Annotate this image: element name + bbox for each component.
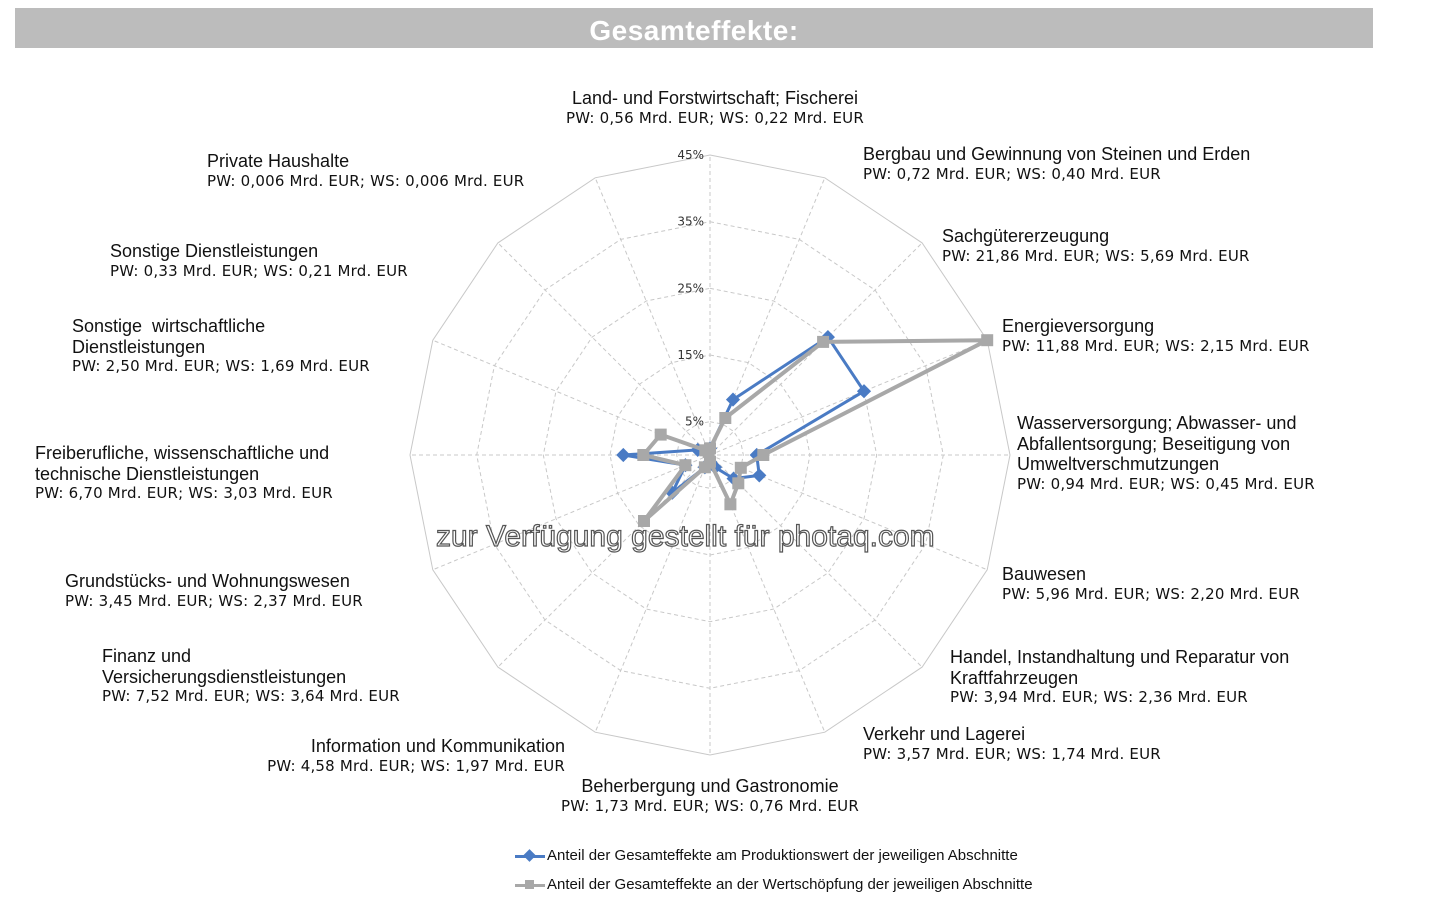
category-label-sonstige-wirtschaftliche: Sonstige wirtschaftliche Dienstleistungen PW: 2,50 Mrd. EUR; WS: 1,69 Mrd. EUR	[72, 316, 370, 376]
category-label-verkehr: Verkehr und Lagerei PW: 3,57 Mrd. EUR; WS: 1,74 Mrd. EUR	[863, 724, 1161, 763]
legend-item-ws	[515, 875, 1033, 904]
data-point-ws	[981, 334, 993, 346]
series-line-ws	[643, 340, 987, 521]
category-label-sachgueter: Sachgütererzeugung PW: 21,86 Mrd. EUR; WS: 5,69 Mrd. EUR	[942, 226, 1250, 265]
category-label-information: Information und Kommunikation PW: 4,58 Mrd. EUR; WS: 1,97 Mrd. EUR	[267, 736, 565, 775]
category-label-beherbergung: Beherbergung und Gastronomie PW: 1,73 Mrd. EUR; WS: 0,76 Mrd. EUR	[561, 776, 859, 815]
data-point-ws	[655, 429, 667, 441]
category-label-freiberufliche: Freiberufliche, wissenschaftliche und technische Dienstleistungen PW: 6,70 Mrd. EUR; WS: 3,03 Mrd. EUR	[35, 443, 333, 503]
chart-title: Gesamteffekte:	[589, 15, 799, 46]
legend-marker-pw	[523, 849, 536, 862]
data-point-ws	[724, 498, 736, 510]
legend-marker-ws	[525, 880, 534, 889]
tick-label: 35%	[677, 214, 704, 229]
category-label-bergbau: Bergbau und Gewinnung von Steinen und Erden PW: 0,72 Mrd. EUR; WS: 0,40 Mrd. EUR	[863, 144, 1251, 183]
data-point-ws	[817, 336, 829, 348]
category-label-handel: Handel, Instandhaltung und Reparatur von Kraftfahrzeugen PW: 3,94 Mrd. EUR; WS: 2,36 Mrd. EUR	[950, 647, 1290, 707]
data-point-ws	[735, 462, 747, 474]
data-point-ws	[757, 449, 769, 461]
data-point-pw	[616, 448, 630, 462]
data-point-ws	[699, 461, 711, 473]
category-label-grundstuecke: Grundstücks- und Wohnungswesen PW: 3,45 Mrd. EUR; WS: 2,37 Mrd. EUR	[65, 571, 363, 610]
data-point-ws	[719, 412, 731, 424]
legend-label-pw: Anteil der Gesamteffekte am Produktionswert der jeweiligen Abschnitte	[547, 847, 1018, 864]
data-point-ws	[637, 449, 649, 461]
category-label-bauwesen: Bauwesen PW: 5,96 Mrd. EUR; WS: 2,20 Mrd. EUR	[1002, 564, 1300, 603]
tick-label: 45%	[677, 148, 704, 162]
tick-label: 15%	[677, 348, 704, 362]
data-point-ws	[703, 446, 715, 458]
category-label-sonstige-dienstleistungen: Sonstige Dienstleistungen PW: 0,33 Mrd. EUR; WS: 0,21 Mrd. EUR	[110, 241, 408, 280]
data-point-ws	[679, 459, 691, 471]
tick-label: 25%	[677, 281, 704, 296]
legend-item-pw	[515, 846, 1033, 875]
category-label-energie: Energieversorgung PW: 11,88 Mrd. EUR; WS: 2,15 Mrd. EUR	[1002, 316, 1310, 355]
category-label-wasser: Wasserversorgung; Abwasser- und Abfallentsorgung; Beseitigung von Umweltverschmutzungen PW: 0,94 Mrd. EUR; WS: 0,45 Mrd. EUR	[1017, 413, 1315, 494]
legend-label-ws: Anteil der Gesamteffekte an der Wertschöpfung der jeweiligen Abschnitte	[547, 876, 1033, 893]
legend	[515, 846, 1033, 904]
watermark: zur Verfügung gestellt für photaq.com	[436, 520, 935, 553]
category-label-finanz: Finanz und Versicherungsdienstleistungen PW: 7,52 Mrd. EUR; WS: 3,64 Mrd. EUR	[102, 646, 400, 706]
spoke-line	[595, 455, 710, 732]
data-point-ws	[732, 477, 744, 489]
data-point-pw	[752, 468, 766, 482]
category-label-land-forst: Land- und Forstwirtschaft; Fischerei PW: 0,56 Mrd. EUR; WS: 0,22 Mrd. EUR	[566, 88, 864, 127]
category-label-private-haushalte: Private Haushalte PW: 0,006 Mrd. EUR; WS: 0,006 Mrd. EUR	[207, 151, 525, 190]
tick-label: 5%	[684, 414, 704, 429]
